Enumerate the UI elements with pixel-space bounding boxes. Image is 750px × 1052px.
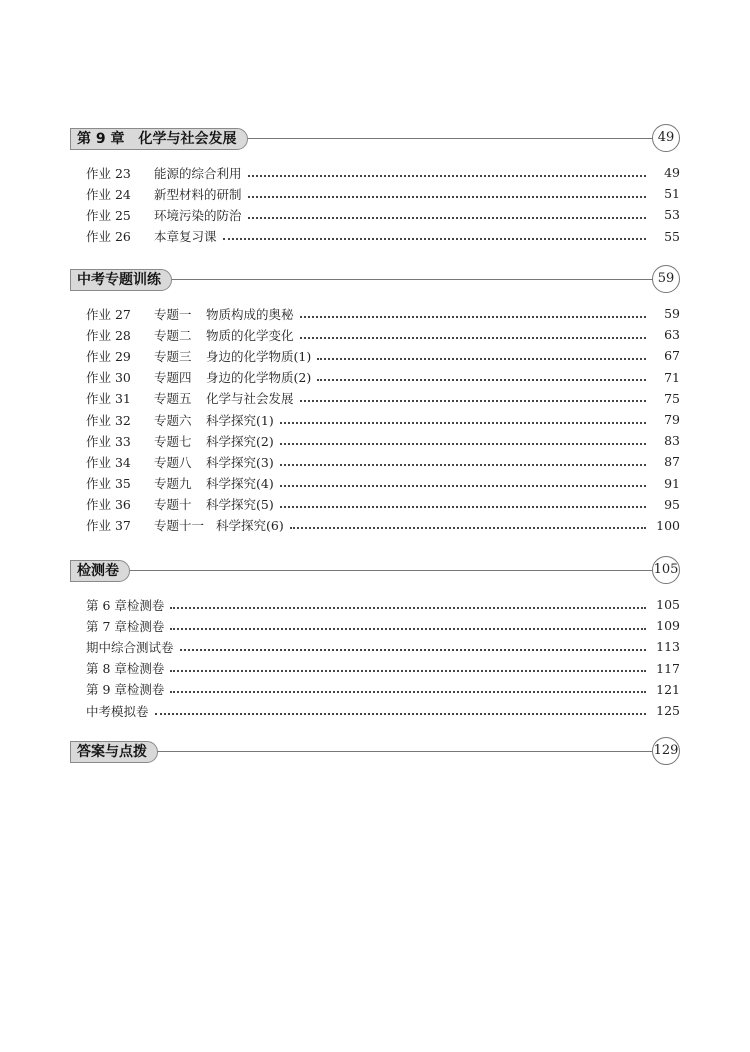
dot-leader: [300, 316, 646, 318]
entry-title: 能源的综合利用: [154, 165, 242, 181]
entry-title: 科学探究(4): [206, 476, 274, 492]
section-title[interactable]: 第 9 章 化学与社会发展: [70, 128, 248, 150]
toc-entry[interactable]: [86, 515, 680, 536]
entry-page: 100: [656, 517, 680, 533]
toc-entry[interactable]: [86, 183, 680, 204]
entry-title: 第 8 章检测卷: [86, 661, 165, 677]
entry-title: 身边的化学物质(1): [206, 348, 312, 364]
entry-number: 作业 37: [86, 518, 131, 534]
entry-number: 作业 31: [86, 391, 131, 407]
entry-page: 79: [664, 412, 680, 428]
entry-number: 作业 28: [86, 327, 131, 343]
entry-page: 109: [656, 618, 680, 634]
section-title[interactable]: 答案与点拨: [70, 741, 158, 763]
section-page-badge[interactable]: 49: [652, 124, 680, 152]
entry-number: 作业 27: [86, 306, 131, 322]
entry-number: 作业 35: [86, 476, 131, 492]
section-rule: [128, 570, 654, 571]
section-page-badge[interactable]: 59: [652, 265, 680, 293]
entry-title: 新型材料的研制: [154, 186, 242, 202]
dot-leader: [170, 628, 646, 630]
section-rule: [170, 279, 654, 280]
toc-entry[interactable]: [86, 303, 680, 324]
entry-page: 91: [664, 475, 680, 491]
toc-entry[interactable]: [86, 700, 680, 721]
entry-page: 49: [664, 165, 680, 181]
entry-list: [70, 303, 680, 536]
entry-page: 83: [664, 433, 680, 449]
entry-page: 53: [664, 207, 680, 223]
entry-page: 113: [656, 639, 680, 655]
entry-title: 本章复习课: [154, 229, 217, 245]
entry-title: 化学与社会发展: [206, 391, 294, 407]
toc-entry[interactable]: [86, 226, 680, 247]
entry-title: 环境污染的防治: [154, 207, 242, 223]
entry-title: 物质构成的奥秘: [206, 306, 294, 322]
toc-entry[interactable]: [86, 345, 680, 366]
toc-entry[interactable]: [86, 494, 680, 515]
dot-leader: [155, 713, 646, 715]
entry-page: 67: [664, 348, 680, 364]
toc-entry[interactable]: [86, 473, 680, 494]
entry-topic: 专题八: [154, 454, 192, 470]
toc-entry[interactable]: [86, 409, 680, 430]
entry-page: 121: [656, 681, 680, 697]
dot-leader: [248, 175, 646, 177]
dot-leader: [280, 485, 646, 487]
dot-leader: [170, 670, 646, 672]
entry-title: 第 6 章检测卷: [86, 597, 165, 613]
dot-leader: [300, 337, 646, 339]
toc-entry[interactable]: [86, 162, 680, 183]
entry-list: [70, 594, 680, 721]
entry-number: 作业 36: [86, 497, 131, 513]
entry-title: 中考模拟卷: [86, 703, 149, 719]
dot-leader: [280, 422, 646, 424]
entry-topic: 专题十: [154, 497, 192, 513]
toc-entry[interactable]: [86, 324, 680, 345]
section-rule: [156, 751, 654, 752]
dot-leader: [170, 607, 646, 609]
section-header: [70, 265, 680, 295]
toc-entry[interactable]: [86, 388, 680, 409]
entry-title: 身边的化学物质(2): [206, 370, 312, 386]
dot-leader: [317, 379, 646, 381]
section-page-badge[interactable]: 105: [652, 556, 680, 584]
toc-entry[interactable]: [86, 636, 680, 657]
dot-leader: [180, 649, 646, 651]
section-header: [70, 737, 680, 767]
entry-page: 55: [664, 228, 680, 244]
entry-topic: 专题九: [154, 476, 192, 492]
entry-page: 63: [664, 327, 680, 343]
entry-number: 作业 25: [86, 207, 131, 223]
toc-entry[interactable]: [86, 367, 680, 388]
section-rule: [246, 138, 654, 139]
toc-entry[interactable]: [86, 430, 680, 451]
dot-leader: [248, 217, 646, 219]
entry-title: 科学探究(1): [206, 412, 274, 428]
toc-entry[interactable]: [86, 594, 680, 615]
dot-leader: [300, 400, 646, 402]
entry-topic: 专题六: [154, 412, 192, 428]
entry-topic: 专题十一: [154, 518, 205, 534]
entry-list: [70, 162, 680, 247]
entry-number: 作业 30: [86, 370, 131, 386]
toc-entry[interactable]: [86, 658, 680, 679]
entry-page: 105: [656, 597, 680, 613]
entry-page: 75: [664, 390, 680, 406]
section-title[interactable]: 检测卷: [70, 560, 130, 582]
dot-leader: [248, 196, 646, 198]
dot-leader: [280, 506, 646, 508]
entry-number: 作业 33: [86, 433, 131, 449]
entry-topic: 专题七: [154, 433, 192, 449]
entry-number: 作业 32: [86, 412, 131, 428]
dot-leader: [280, 443, 646, 445]
entry-topic: 专题二: [154, 327, 192, 343]
entry-title: 第 7 章检测卷: [86, 618, 165, 634]
toc-entry[interactable]: [86, 679, 680, 700]
entry-number: 作业 24: [86, 186, 131, 202]
entry-topic: 专题一: [154, 306, 192, 322]
entry-topic: 专题三: [154, 348, 192, 364]
dot-leader: [223, 238, 646, 240]
toc-section-answers: [70, 737, 680, 767]
toc-entry[interactable]: [86, 204, 680, 225]
section-header: [70, 556, 680, 586]
entry-title: 期中综合测试卷: [86, 639, 174, 655]
entry-page: 125: [656, 703, 680, 719]
section-header: [70, 124, 680, 154]
entry-page: 71: [664, 369, 680, 385]
entry-topic: 专题五: [154, 391, 192, 407]
toc-section-chapter9: [70, 124, 680, 247]
entry-page: 51: [664, 186, 680, 202]
entry-page: 87: [664, 454, 680, 470]
entry-title: 科学探究(2): [206, 433, 274, 449]
entry-title: 科学探究(6): [216, 518, 284, 534]
dot-leader: [170, 691, 646, 693]
dot-leader: [317, 358, 646, 360]
entry-number: 作业 26: [86, 229, 131, 245]
entry-page: 59: [664, 306, 680, 322]
entry-number: 作业 29: [86, 348, 131, 364]
entry-topic: 专题四: [154, 370, 192, 386]
section-page-badge[interactable]: 129: [652, 737, 680, 765]
entry-number: 作业 34: [86, 454, 131, 470]
entry-page: 117: [656, 660, 680, 676]
entry-title: 物质的化学变化: [206, 327, 294, 343]
entry-title: 科学探究(3): [206, 454, 274, 470]
dot-leader: [290, 527, 646, 529]
toc-entry[interactable]: [86, 451, 680, 472]
section-title[interactable]: 中考专题训练: [70, 269, 172, 291]
toc-entry[interactable]: [86, 615, 680, 636]
dot-leader: [280, 464, 646, 466]
toc-section-tests: [70, 556, 680, 721]
entry-title: 科学探究(5): [206, 497, 274, 513]
toc-section-exam-topics: [70, 265, 680, 536]
entry-page: 95: [664, 496, 680, 512]
entry-number: 作业 23: [86, 165, 131, 181]
entry-title: 第 9 章检测卷: [86, 682, 165, 698]
